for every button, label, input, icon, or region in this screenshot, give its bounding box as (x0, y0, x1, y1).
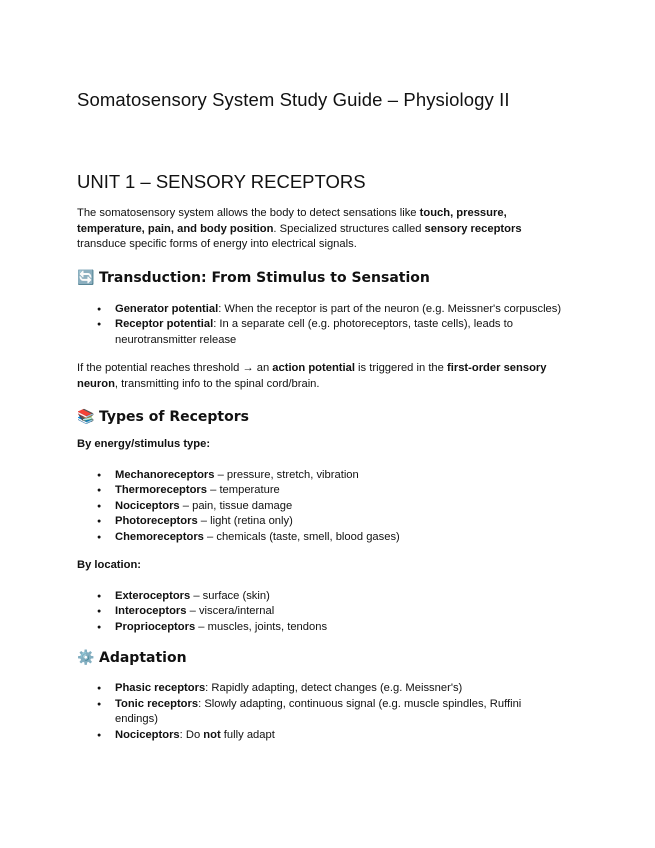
list-item: ● Mechanoreceptors – pressure, stretch, vibration (115, 468, 562, 484)
list-item: ● Interoceptors – viscera/internal (115, 604, 562, 620)
list-item: ● Tonic receptors: Slowly adapting, continuous signal (e.g. muscle spindles, Ruffini endings) (115, 697, 562, 728)
threshold-paragraph: If the potential reaches threshold → an action potential is triggered in the first-order sensory neuron, transmitting info to the spinal cord/brain. (77, 362, 547, 390)
unit-title: UNIT 1 – SENSORY RECEPTORS (77, 171, 366, 192)
section-heading-transduction: 🔄 Transduction: From Stimulus to Sensation (77, 269, 430, 286)
list-item: ● Phasic receptors: Rapidly adapting, detect changes (e.g. Meissner's) (115, 681, 562, 697)
section-heading-types: 📚 Types of Receptors (77, 409, 249, 425)
document-body (77, 206, 562, 743)
energy-type-list (77, 468, 562, 546)
gear-icon: ⚙️ (77, 650, 95, 666)
by-energy-label: By energy/stimulus type: (77, 438, 211, 450)
list-item: ● Photoreceptors – light (retina only) (115, 514, 562, 530)
transduction-list (77, 302, 562, 349)
list-item: ● Receptor potential: In a separate cell (e.g. photoreceptors, taste cells), leads to neurotransmitter release (115, 317, 562, 348)
section-heading-adaptation: ⚙️ Adaptation (77, 650, 187, 666)
document-title: Somatosensory System Study Guide – Physiology II (77, 89, 510, 110)
books-icon: 📚 (77, 409, 95, 425)
list-item: ● Proprioceptors – muscles, joints, tendons (115, 620, 562, 636)
list-item: ● Nociceptors: Do not fully adapt (115, 728, 562, 744)
arrows-cycle-icon: 🔄 (77, 269, 95, 286)
list-item: ● Chemoreceptors – chemicals (taste, smell, blood gases) (115, 530, 562, 546)
list-item: ● Exteroceptors – surface (skin) (115, 589, 562, 605)
by-location-label: By location: (77, 559, 142, 571)
list-item: ● Nociceptors – pain, tissue damage (115, 499, 562, 515)
list-item: ● Thermoreceptors – temperature (115, 483, 562, 499)
list-item: ● Generator potential: When the receptor is part of the neuron (e.g. Meissner's corpuscles) (115, 302, 562, 318)
intro-paragraph: The somatosensory system allows the body to detect sensations like touch, pressure, temperature, pain, and body position. Specialized structures called sensory receptors transduce specific forms of energy into electrical signals. (77, 207, 522, 250)
adaptation-list (77, 681, 562, 743)
location-type-list (77, 589, 562, 636)
